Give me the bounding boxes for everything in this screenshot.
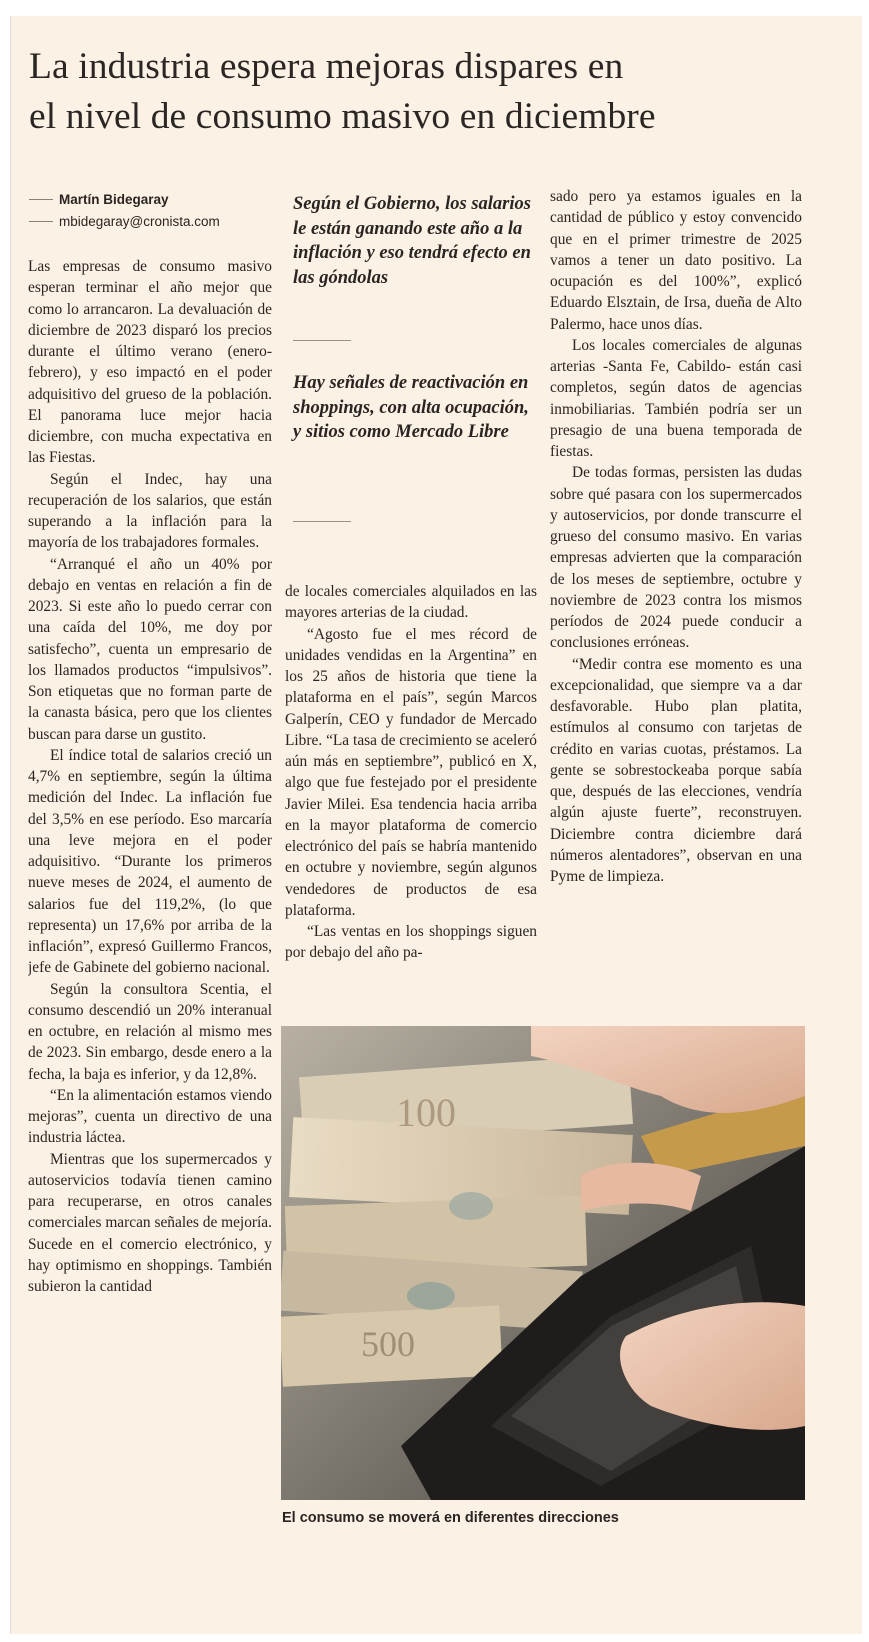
headline-line-1: La industria espera mejoras dispares en <box>29 46 624 87</box>
wallet-photo <box>281 1026 805 1500</box>
note-100-label: 100 <box>396 1090 456 1135</box>
pull-quote: Según el Gobierno, los salarios le están ganando este año a la inflación y eso tendrá efecto en las góndolas <box>293 194 531 288</box>
paragraph: “Arranqué el año un 40% por debajo en ventas en relación a fin de 2023. Si este año lo puedo cerrar con una caída del 10%, me doy por satisfecho”, cuenta un empresario de los llamados productos “impulsivos”. Son etiquetas que no forman parte de la canasta básica, pero que los clientes buscan para darse un gustito. <box>28 555 272 743</box>
paragraph: “Medir contra ese momento es una excepcionalidad, que siempre va a dar desfavorable. Hubo plan platita, estímulos al consumo con tarjetas de crédito en varias cuotas, préstamos. La gente se sobrestockeaba porque sabía que, después de las elecciones, vendría algún ajuste fuerte”, reconstruyen. Diciembre contra diciembre dará números alentadores”, observan en una Pyme de limpieza. <box>550 655 802 885</box>
pull-quote-rule <box>293 340 351 341</box>
wallet-illustration <box>281 1026 805 1500</box>
paragraph: sado pero ya estamos iguales en la cantidad de público y estoy convencido que en el primer trimestre de 2025 vamos a tener un dato positivo. La ocupación es del 100%”, explicó Eduardo Elsztain, de Irsa, dueña de Alto Palermo, hace unos días. <box>550 188 802 333</box>
headline <box>29 42 849 142</box>
byline-rule <box>29 221 53 222</box>
byline <box>29 188 269 232</box>
author-email[interactable]: mbidegaray@cronista.com <box>59 213 220 229</box>
paragraph: De todas formas, persisten las dudas sobre qué pasara con los supermercados y autoservicios, por donde transcurre el grueso del consumo masivo. En varias empresas advierten que la comparación de los meses de septiembre, octubre y noviembre de 2023 contra los mismos períodos de 2024 puede conducir a conclusiones erróneas. <box>550 464 802 652</box>
paragraph: El índice total de salarios creció un 4,7% en septiembre, según la última medición del Indec. La inflación fue del 3,5% en ese período. Eso marcaría una leve mejora en el poder adquisitivo. “Durante los primeros nueve meses de 2024, el aumento de salarios fue del 119,2%, (lo que representa) un 17,6% por arriba de la inflación”, expresó Guillermo Francos, jefe de Gabinete del gobierno nacional. <box>28 746 272 977</box>
author-name: Martín Bidegaray <box>59 191 169 207</box>
paragraph: Mientras que los supermercados y autoservicios todavía tienen camino para recuperarse, en otros canales comerciales marcan señales de mejoría. Sucede en el comercio electrónico, y hay optimismo en shoppings. También subieron la cantidad <box>28 1150 272 1295</box>
paragraph: de locales comerciales alquilados en las mayores arterias de la ciudad. <box>285 583 537 622</box>
photo-caption: El consumo se moverá en diferentes direcciones <box>282 1510 619 1526</box>
article-column-1 <box>28 256 272 1616</box>
pull-quote-rule <box>293 521 351 522</box>
paragraph: “En la alimentación estamos viendo mejoras”, cuenta un directivo de una industria láctea. <box>28 1086 272 1147</box>
article-column-2 <box>285 581 537 964</box>
note-500-label: 500 <box>361 1324 415 1364</box>
paragraph: “Las ventas en los shoppings siguen por debajo del año pa- <box>285 923 537 962</box>
headline-line-2: el nivel de consumo masivo en diciembre <box>29 96 656 137</box>
paragraph: Las empresas de consumo masivo esperan terminar el año mejor que como lo arrancaron. La devaluación de diciembre de 2023 disparó los precios durante el último verano (enero-febrero), y eso impactó en el poder adquisitivo del grueso de la población. El panorama luce mejor hacia diciembre, con mucha expectativa en las Fiestas. <box>28 258 272 467</box>
paragraph: Según la consultora Scentia, el consumo descendió un 20% interanual en octubre, en relación al mismo mes de 2023. Sin embargo, desde enero a la fecha, la baja es inferior, y da 12,8%. <box>28 980 272 1083</box>
paragraph: “Agosto fue el mes récord de unidades vendidas en la Argentina” en los 25 años de historia que tiene la plataforma en el país”, según Marcos Galperín, CEO y fundador de Mercado Libre. “La tasa de crecimiento se aceleró aún más en septiembre”, publicó en X, algo que fue festejado por el presidente Javier Milei. Esa tendencia hacia arriba en la mayor plataforma de comercio electrónico del país se habría mantenido en octubre y noviembre, según algunos vendedores de productos de esa plataforma. <box>285 625 537 919</box>
pull-quote: Hay señales de reactivación en shoppings, con alta ocupación, y sitios como Mercado Libre <box>293 373 529 442</box>
article-column-3 <box>550 186 802 887</box>
newspaper-page <box>10 16 862 1634</box>
paragraph: Los locales comerciales de algunas arterias -Santa Fe, Cabildo- están casi completos, según datos de agencias inmobiliarias. También podría ser un presagio de una buena temporada de fiestas. <box>550 336 802 460</box>
byline-rule <box>29 199 53 200</box>
paragraph: Según el Indec, hay una recuperación de los salarios, que están superando a la inflación para la mayoría de los trabajadores formales. <box>28 470 272 552</box>
